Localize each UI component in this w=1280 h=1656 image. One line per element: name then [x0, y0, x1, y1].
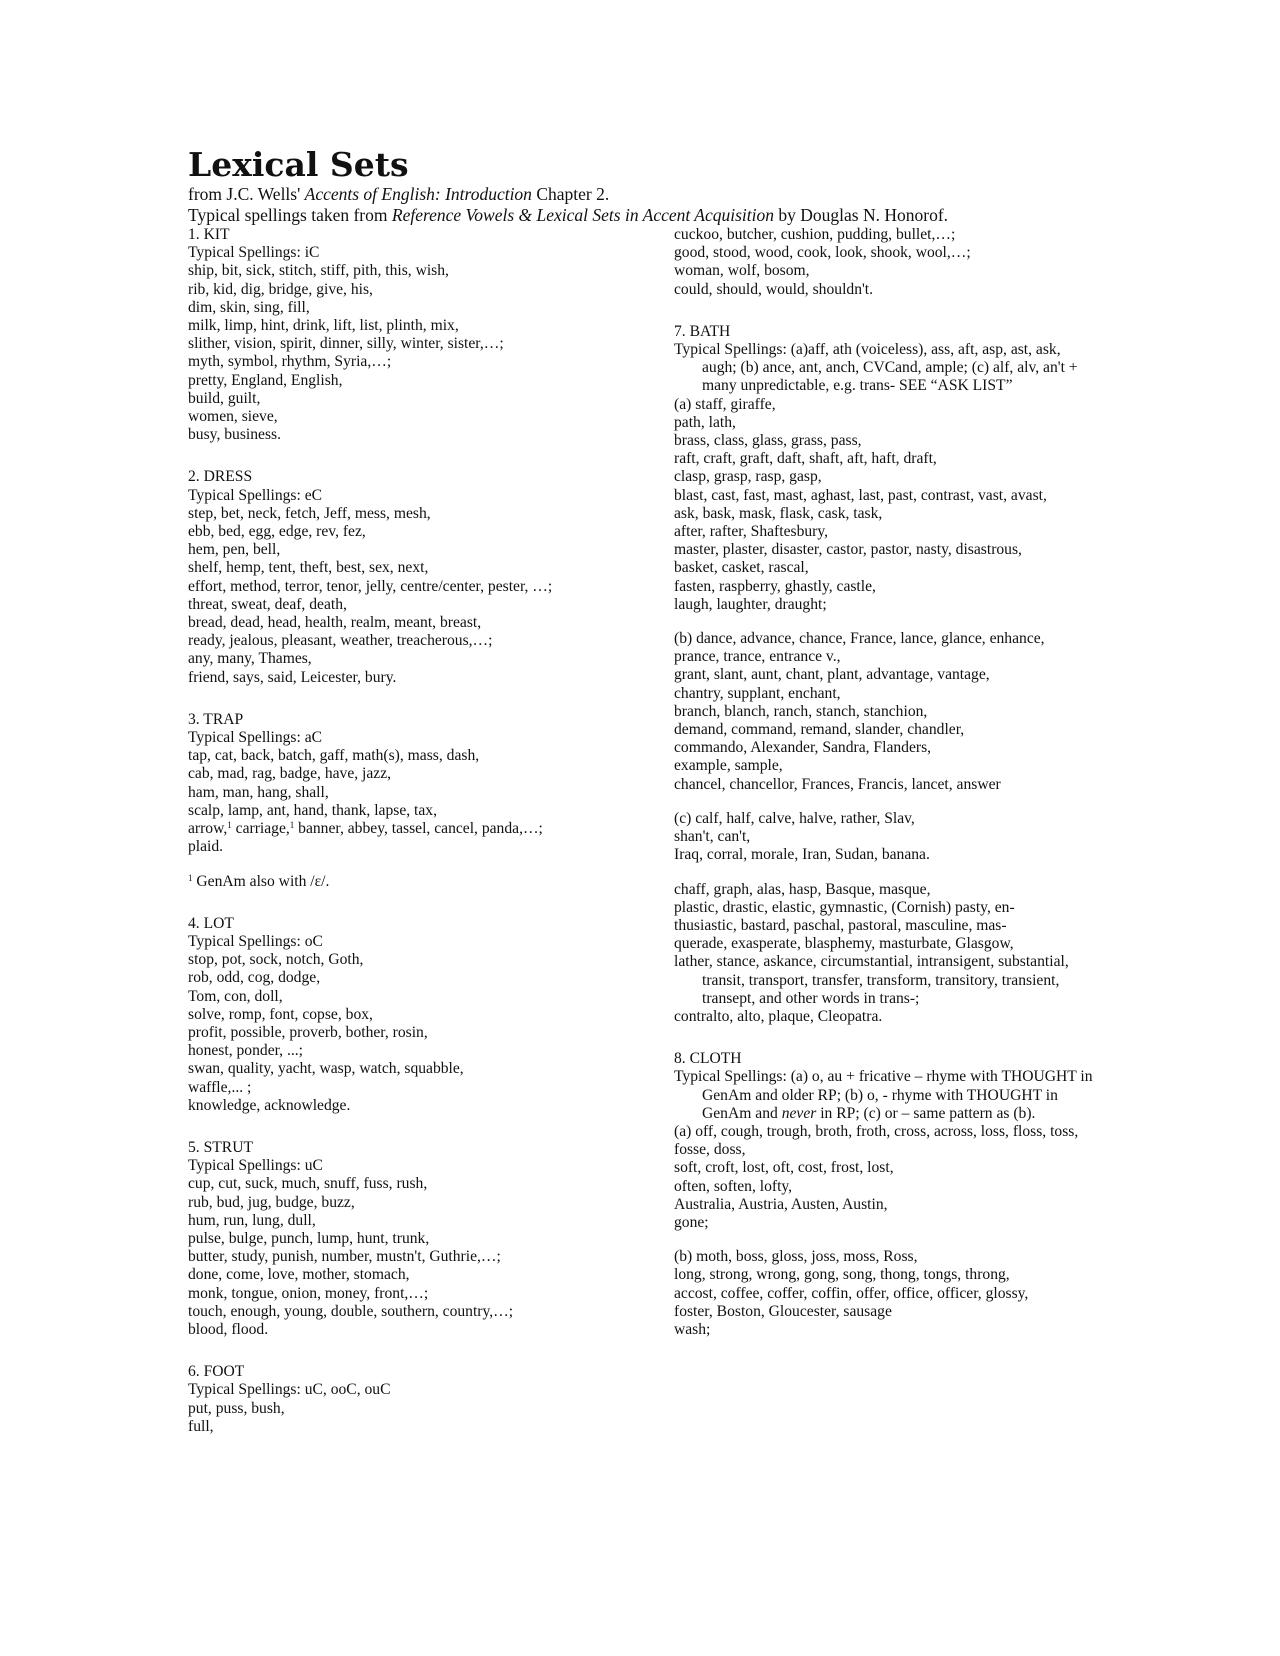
section-heading: 7. BATH [674, 322, 731, 340]
word-line: full, [188, 1417, 214, 1435]
right-column [674, 226, 1094, 1363]
word-line: fosse, doss, [674, 1141, 746, 1159]
word-line: basket, casket, rascal, [674, 559, 809, 577]
typical-spellings: Typical Spellings: iC [188, 244, 320, 262]
word-line: done, come, love, mother, stomach, [188, 1266, 410, 1284]
typical-spellings: Typical Spellings: aC [188, 729, 323, 747]
word-line: soft, croft, lost, oft, cost, frost, lost, [674, 1159, 894, 1177]
word-line: grant, slant, aunt, chant, plant, advantage, vantage, [674, 666, 990, 684]
word-line: (b) moth, boss, gloss, joss, moss, Ross, [674, 1248, 918, 1266]
section-bath [674, 323, 1094, 614]
word-line: ham, man, hang, shall, [188, 783, 329, 801]
section-cloth [674, 1050, 1094, 1232]
word-line: pretty, England, English, [188, 371, 343, 389]
word-line: contralto, alto, plaque, Cleopatra. [674, 1007, 883, 1025]
word-line: dim, skin, sing, fill, [188, 298, 310, 316]
word-line: clasp, grasp, rasp, gasp, [674, 468, 822, 486]
word-line: could, should, would, shouldn't. [674, 280, 874, 298]
word-line: honest, ponder, ...; [188, 1042, 304, 1060]
word-line: step, bet, neck, fetch, Jeff, mess, mesh, [188, 504, 431, 522]
spellings-source-line: Typical spellings taken from Reference Vowels & Lexical Sets in Accent Acquisition by Douglas N. Honorof. [188, 205, 949, 225]
word-line: touch, enough, young, double, southern, country,…; [188, 1302, 514, 1320]
section-lot [188, 915, 628, 1115]
section-trap [188, 711, 628, 857]
left-column [188, 226, 628, 1460]
word-line: swan, quality, yacht, wasp, watch, squabble, [188, 1060, 464, 1078]
word-line: fasten, raspberry, ghastly, castle, [674, 577, 876, 595]
word-line: laugh, laughter, draught; [674, 595, 827, 613]
word-line: build, guilt, [188, 389, 261, 407]
word-line: ship, bit, sick, stitch, stiff, pith, this, wish, [188, 262, 449, 280]
word-line: ready, jealous, pleasant, weather, treacherous,…; [188, 632, 493, 650]
word-line: pulse, bulge, punch, lump, hunt, trunk, [188, 1229, 430, 1247]
word-line: cup, cut, suck, much, snuff, fuss, rush, [188, 1175, 428, 1193]
source-line: from J.C. Wells' Accents of English: Introduction Chapter 2. [188, 184, 610, 204]
word-line: rub, bud, jug, budge, buzz, [188, 1193, 355, 1211]
section-bath-other [674, 881, 1094, 1027]
word-line: hum, run, lung, dull, [188, 1211, 316, 1229]
word-line: shelf, hemp, tent, theft, best, sex, next, [188, 559, 429, 577]
word-line: friend, says, said, Leicester, bury. [188, 668, 397, 686]
word-line: often, soften, lofty, [674, 1177, 793, 1195]
word-line: wash; [674, 1320, 711, 1338]
word-line: cab, mad, rag, badge, have, jazz, [188, 765, 392, 783]
section-foot [188, 1363, 628, 1436]
word-line: thusiastic, bastard, paschal, pastoral, masculine, mas- [674, 916, 1007, 934]
typical-spellings: Typical Spellings: uC [188, 1157, 323, 1175]
word-line: plastic, drastic, elastic, gymnastic, (Cornish) pasty, en- [674, 898, 1015, 916]
section-strut [188, 1139, 628, 1339]
word-line: arrow,$^1$ carriage,$^1$ banner, abbey, tassel, cancel, panda,…; [188, 820, 543, 838]
word-line: profit, possible, proverb, bother, rosin, [188, 1023, 428, 1041]
word-line: women, sieve, [188, 408, 278, 426]
word-line: ask, bask, mask, flask, cask, task, [674, 504, 883, 522]
section-heading: 1. KIT [188, 226, 230, 243]
section-heading: 6. FOOT [188, 1363, 245, 1381]
typical-spellings: Typical Spellings: (a)aff, ath (voiceless), ass, aft, asp, ast, ask, augh; (b) ance, ant, anch, CVCand, ample; (c) alf, alv, an't + many unpredictable, e.g. trans- SEE “ASK LIST” [674, 341, 1078, 395]
word-line: blast, cast, fast, mast, aghast, last, past, contrast, vast, avast, [674, 486, 1047, 504]
word-line: scalp, lamp, ant, hand, thank, lapse, tax, [188, 801, 437, 819]
word-line: gone; [674, 1213, 709, 1231]
section-bath-b [674, 630, 1094, 794]
word-line: rib, kid, dig, bridge, give, his, [188, 280, 373, 298]
word-line: myth, symbol, rhythm, Syria,…; [188, 353, 392, 371]
word-line: master, plaster, disaster, castor, pastor, nasty, disastrous, [674, 541, 1022, 559]
typical-spellings: Typical Spellings: uC, ooC, ouC [188, 1381, 391, 1399]
document-page [188, 145, 1093, 1435]
word-line: commando, Alexander, Sandra, Flanders, [674, 739, 932, 757]
word-line: Tom, con, doll, [188, 987, 283, 1005]
word-line: lather, stance, askance, circumstantial, intransigent, substantial, transit, transport, transfer, transform, transitory, transient, transept, and other words in trans-; [674, 953, 1069, 1007]
section-heading: 8. CLOTH [674, 1050, 742, 1068]
footnote-marker: 1 [227, 820, 232, 831]
section-bath-c [674, 810, 1094, 865]
typical-spellings: Typical Spellings: eC [188, 486, 323, 504]
word-line: waffle,... ; [188, 1078, 252, 1096]
word-line: ebb, bed, egg, edge, rev, fez, [188, 523, 366, 541]
word-line: after, rafter, Shaftesbury, [674, 523, 829, 541]
word-line: effort, method, terror, tenor, jelly, centre/center, pester, …; [188, 577, 553, 595]
word-line: example, sample, [674, 757, 783, 775]
word-line: knowledge, acknowledge. [188, 1096, 351, 1114]
word-line: threat, sweat, deaf, death, [188, 595, 347, 613]
word-line: foster, Boston, Gloucester, sausage [674, 1302, 892, 1320]
word-line: querade, exasperate, blasphemy, masturbate, Glasgow, [674, 935, 1014, 953]
word-line: shan't, can't, [674, 828, 751, 846]
word-line: Iraq, corral, morale, Iran, Sudan, banana. [674, 846, 930, 864]
word-line: chantry, supplant, enchant, [674, 684, 841, 702]
word-line: butter, study, punish, number, mustn't, Guthrie,…; [188, 1248, 501, 1266]
word-line: path, lath, [674, 413, 736, 431]
word-line: prance, trance, entrance v., [674, 648, 841, 666]
word-line: (b) dance, advance, chance, France, lance, glance, enhance, [674, 630, 1045, 648]
word-line: slither, vision, spirit, dinner, silly, winter, sister,…; [188, 335, 504, 353]
section-heading: 3. TRAP [188, 710, 244, 728]
footnote-marker: 1 [289, 820, 295, 831]
word-line: cuckoo, butcher, cushion, pudding, bullet,…; [674, 226, 956, 243]
word-line: (a) off, cough, trough, broth, froth, cross, across, loss, floss, toss, [674, 1122, 1079, 1140]
word-line: busy, business. [188, 426, 281, 444]
word-line: brass, class, glass, grass, pass, [674, 432, 862, 450]
typical-spellings: Typical Spellings: (a) o, au + fricative – rhyme with THOUGHT in GenAm and older RP; (b) o, - rhyme with THOUGHT in GenAm and never in RP; (c) or – same pattern as (b). [674, 1068, 1093, 1122]
word-line: rob, odd, cog, dodge, [188, 969, 321, 987]
word-line: hem, pen, bell, [188, 541, 281, 559]
word-line: put, puss, bush, [188, 1399, 285, 1417]
word-line: stop, pot, sock, notch, Goth, [188, 951, 364, 969]
word-line: (a) staff, giraffe, [674, 395, 776, 413]
word-line: chancel, chancellor, Frances, Francis, lancet, answer [674, 775, 1001, 793]
word-line: milk, limp, hint, drink, lift, list, plinth, mix, [188, 317, 459, 335]
word-line: woman, wolf, bosom, [674, 262, 810, 280]
typical-spellings: Typical Spellings: oC [188, 932, 323, 950]
section-dress [188, 468, 628, 686]
section-heading: 5. STRUT [188, 1138, 253, 1156]
word-line: Australia, Austria, Austen, Austin, [674, 1195, 888, 1213]
word-line: long, strong, wrong, gong, song, thong, tongs, throng, [674, 1266, 1010, 1284]
word-line: good, stood, wood, cook, look, shook, wool,…; [674, 244, 971, 262]
word-line: demand, command, remand, slander, chandler, [674, 721, 965, 739]
word-line: branch, blanch, ranch, stanch, stanchion, [674, 702, 928, 720]
word-line: raft, craft, graft, daft, shaft, aft, haft, draft, [674, 450, 937, 468]
section-heading: 2. DRESS [188, 468, 253, 486]
word-line: accost, coffee, coffer, coffin, offer, office, officer, glossy, [674, 1284, 1029, 1302]
word-line: chaff, graph, alas, hasp, Basque, masque, [674, 880, 931, 898]
word-line: blood, flood. [188, 1320, 269, 1338]
word-line: any, many, Thames, [188, 650, 312, 668]
section-cloth-b [674, 1248, 1094, 1339]
word-line: tap, cat, back, batch, gaff, math(s), mass, dash, [188, 747, 480, 765]
word-line: monk, tongue, onion, money, front,…; [188, 1284, 429, 1302]
word-line: solve, romp, font, copse, box, [188, 1005, 373, 1023]
section-heading: 4. LOT [188, 914, 234, 932]
section-kit [188, 226, 628, 444]
page-title: Lexical Sets [188, 145, 409, 184]
footnote: $^1$ GenAm also with /ɛ/. [188, 872, 330, 890]
word-line: (c) calf, half, calve, halve, rather, Slav, [674, 809, 915, 827]
word-line: plaid. [188, 838, 224, 856]
section-foot-continued [674, 226, 1094, 299]
word-line: bread, dead, head, health, realm, meant, breast, [188, 614, 482, 632]
